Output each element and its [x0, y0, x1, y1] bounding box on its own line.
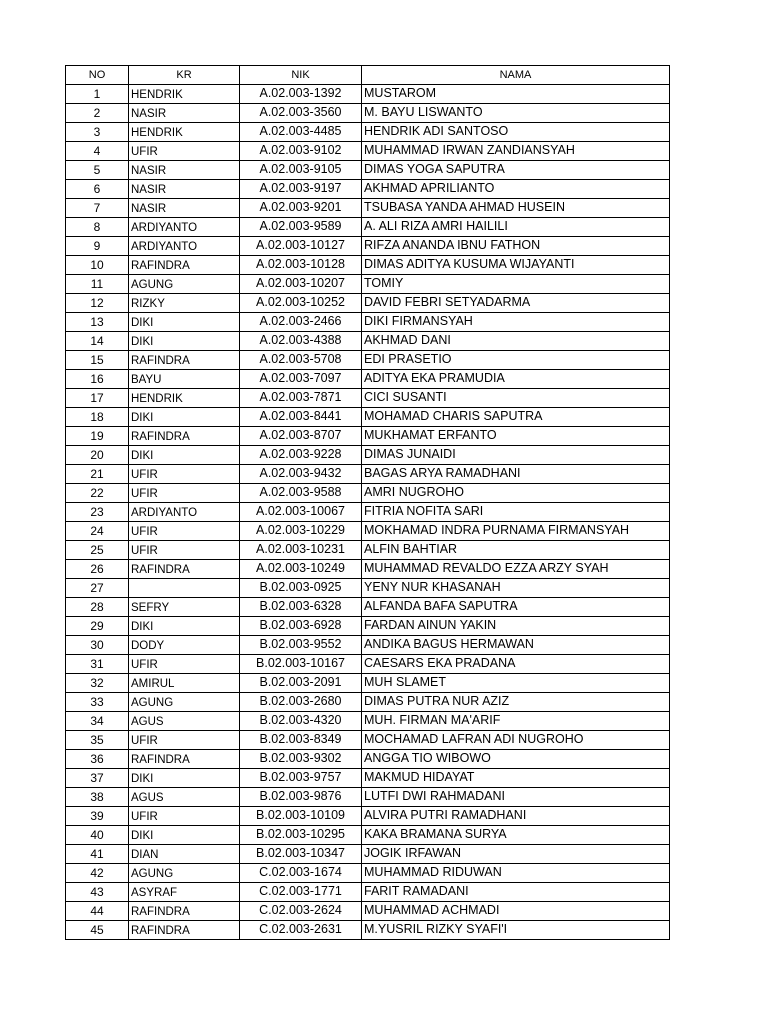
nik-cell: A.02.003-3560 [240, 104, 362, 123]
table-row [66, 883, 670, 902]
no-cell: 4 [66, 142, 129, 161]
table-row [66, 199, 670, 218]
table-row [66, 731, 670, 750]
nik-cell: A.02.003-10207 [240, 275, 362, 294]
nama-cell: AKHMAD APRILIANTO [362, 180, 670, 199]
no-cell: 34 [66, 712, 129, 731]
kr-cell: HENDRIK [129, 389, 240, 408]
table-header-row [66, 66, 670, 85]
table-row [66, 769, 670, 788]
no-cell: 25 [66, 541, 129, 560]
table-body [66, 85, 670, 940]
nama-cell: ALFIN BAHTIAR [362, 541, 670, 560]
nama-cell: MUSTAROM [362, 85, 670, 104]
no-cell: 42 [66, 864, 129, 883]
no-cell: 29 [66, 617, 129, 636]
no-cell: 15 [66, 351, 129, 370]
kr-cell: UFIR [129, 522, 240, 541]
nik-cell: A.02.003-10231 [240, 541, 362, 560]
header-nik: NIK [240, 66, 362, 85]
kr-cell: RIZKY [129, 294, 240, 313]
nik-cell: A.02.003-9197 [240, 180, 362, 199]
kr-cell: UFIR [129, 807, 240, 826]
no-cell: 22 [66, 484, 129, 503]
nama-cell: TOMIY [362, 275, 670, 294]
table-row [66, 294, 670, 313]
nik-cell: B.02.003-6328 [240, 598, 362, 617]
nama-cell: DIMAS JUNAIDI [362, 446, 670, 465]
nama-cell: EDI PRASETIO [362, 351, 670, 370]
no-cell: 14 [66, 332, 129, 351]
kr-cell: ASYRAF [129, 883, 240, 902]
employee-sheet [65, 65, 669, 940]
nik-cell: A.02.003-10249 [240, 560, 362, 579]
kr-cell: UFIR [129, 465, 240, 484]
nama-cell: FARIT RAMADANI [362, 883, 670, 902]
kr-cell [129, 579, 240, 598]
kr-cell: RAFINDRA [129, 902, 240, 921]
table-row [66, 579, 670, 598]
table-row [66, 275, 670, 294]
kr-cell: DODY [129, 636, 240, 655]
no-cell: 6 [66, 180, 129, 199]
no-cell: 21 [66, 465, 129, 484]
employee-table [65, 65, 670, 940]
nama-cell: M. BAYU LISWANTO [362, 104, 670, 123]
nama-cell: ALVIRA PUTRI RAMADHANI [362, 807, 670, 826]
table-row [66, 598, 670, 617]
table-row [66, 636, 670, 655]
nama-cell: DAVID FEBRI SETYADARMA [362, 294, 670, 313]
nama-cell: CAESARS EKA PRADANA [362, 655, 670, 674]
no-cell: 8 [66, 218, 129, 237]
kr-cell: RAFINDRA [129, 921, 240, 940]
kr-cell: NASIR [129, 199, 240, 218]
nik-cell: B.02.003-10109 [240, 807, 362, 826]
table-row [66, 237, 670, 256]
table-row [66, 256, 670, 275]
nik-cell: A.02.003-9102 [240, 142, 362, 161]
no-cell: 11 [66, 275, 129, 294]
no-cell: 44 [66, 902, 129, 921]
kr-cell: RAFINDRA [129, 750, 240, 769]
nik-cell: A.02.003-8441 [240, 408, 362, 427]
kr-cell: AGUNG [129, 864, 240, 883]
nik-cell: B.02.003-9876 [240, 788, 362, 807]
nama-cell: DIMAS PUTRA NUR AZIZ [362, 693, 670, 712]
nik-cell: B.02.003-10347 [240, 845, 362, 864]
nama-cell: MOKHAMAD INDRA PURNAMA FIRMANSYAH [362, 522, 670, 541]
no-cell: 43 [66, 883, 129, 902]
no-cell: 1 [66, 85, 129, 104]
kr-cell: DIKI [129, 826, 240, 845]
table-row [66, 560, 670, 579]
kr-cell: UFIR [129, 541, 240, 560]
no-cell: 3 [66, 123, 129, 142]
nama-cell: ANGGA TIO WIBOWO [362, 750, 670, 769]
kr-cell: AMIRUL [129, 674, 240, 693]
kr-cell: BAYU [129, 370, 240, 389]
nik-cell: A.02.003-4388 [240, 332, 362, 351]
no-cell: 7 [66, 199, 129, 218]
nik-cell: B.02.003-9757 [240, 769, 362, 788]
table-row [66, 465, 670, 484]
nama-cell: HENDRIK ADI SANTOSO [362, 123, 670, 142]
nik-cell: A.02.003-9201 [240, 199, 362, 218]
nik-cell: B.02.003-10167 [240, 655, 362, 674]
nik-cell: A.02.003-4485 [240, 123, 362, 142]
no-cell: 30 [66, 636, 129, 655]
kr-cell: NASIR [129, 180, 240, 199]
table-row [66, 142, 670, 161]
table-row [66, 655, 670, 674]
nama-cell: RIFZA ANANDA IBNU FATHON [362, 237, 670, 256]
kr-cell: UFIR [129, 142, 240, 161]
no-cell: 13 [66, 313, 129, 332]
nik-cell: A.02.003-2466 [240, 313, 362, 332]
nik-cell: A.02.003-10128 [240, 256, 362, 275]
table-row [66, 161, 670, 180]
table-row [66, 826, 670, 845]
kr-cell: RAFINDRA [129, 351, 240, 370]
nama-cell: MUKHAMAT ERFANTO [362, 427, 670, 446]
kr-cell: SEFRY [129, 598, 240, 617]
kr-cell: DIKI [129, 313, 240, 332]
no-cell: 27 [66, 579, 129, 598]
table-row [66, 864, 670, 883]
table-row [66, 85, 670, 104]
table-row [66, 389, 670, 408]
no-cell: 40 [66, 826, 129, 845]
no-cell: 38 [66, 788, 129, 807]
table-row [66, 902, 670, 921]
nik-cell: B.02.003-2091 [240, 674, 362, 693]
no-cell: 9 [66, 237, 129, 256]
nik-cell: B.02.003-8349 [240, 731, 362, 750]
nama-cell: MUH. FIRMAN MA'ARIF [362, 712, 670, 731]
kr-cell: HENDRIK [129, 85, 240, 104]
table-row [66, 788, 670, 807]
kr-cell: AGUS [129, 788, 240, 807]
table-row [66, 408, 670, 427]
table-row [66, 313, 670, 332]
nik-cell: B.02.003-9302 [240, 750, 362, 769]
nama-cell: MUHAMMAD IRWAN ZANDIANSYAH [362, 142, 670, 161]
kr-cell: UFIR [129, 655, 240, 674]
table-row [66, 522, 670, 541]
table-row [66, 332, 670, 351]
kr-cell: ARDIYANTO [129, 218, 240, 237]
table-row [66, 845, 670, 864]
nik-cell: B.02.003-10295 [240, 826, 362, 845]
nik-cell: A.02.003-5708 [240, 351, 362, 370]
nama-cell: KAKA BRAMANA SURYA [362, 826, 670, 845]
kr-cell: DIKI [129, 617, 240, 636]
nik-cell: A.02.003-10127 [240, 237, 362, 256]
no-cell: 24 [66, 522, 129, 541]
no-cell: 16 [66, 370, 129, 389]
nama-cell: LUTFI DWI RAHMADANI [362, 788, 670, 807]
no-cell: 18 [66, 408, 129, 427]
no-cell: 20 [66, 446, 129, 465]
kr-cell: DIKI [129, 446, 240, 465]
nama-cell: DIMAS YOGA SAPUTRA [362, 161, 670, 180]
table-row [66, 104, 670, 123]
no-cell: 10 [66, 256, 129, 275]
nama-cell: MOHAMAD CHARIS SAPUTRA [362, 408, 670, 427]
nama-cell: TSUBASA YANDA AHMAD HUSEIN [362, 199, 670, 218]
no-cell: 28 [66, 598, 129, 617]
table-row [66, 370, 670, 389]
nama-cell: JOGIK IRFAWAN [362, 845, 670, 864]
no-cell: 5 [66, 161, 129, 180]
nik-cell: A.02.003-10229 [240, 522, 362, 541]
nik-cell: B.02.003-0925 [240, 579, 362, 598]
no-cell: 45 [66, 921, 129, 940]
no-cell: 19 [66, 427, 129, 446]
nik-cell: A.02.003-9588 [240, 484, 362, 503]
nama-cell: BAGAS ARYA RAMADHANI [362, 465, 670, 484]
header-kr: KR [129, 66, 240, 85]
table-row [66, 693, 670, 712]
no-cell: 36 [66, 750, 129, 769]
kr-cell: RAFINDRA [129, 256, 240, 275]
kr-cell: HENDRIK [129, 123, 240, 142]
nik-cell: A.02.003-9105 [240, 161, 362, 180]
kr-cell: RAFINDRA [129, 427, 240, 446]
nama-cell: M.YUSRIL RIZKY SYAFI'I [362, 921, 670, 940]
no-cell: 2 [66, 104, 129, 123]
nama-cell: DIKI FIRMANSYAH [362, 313, 670, 332]
kr-cell: ARDIYANTO [129, 503, 240, 522]
nama-cell: DIMAS ADITYA KUSUMA WIJAYANTI [362, 256, 670, 275]
nama-cell: MOCHAMAD LAFRAN ADI NUGROHO [362, 731, 670, 750]
no-cell: 17 [66, 389, 129, 408]
kr-cell: RAFINDRA [129, 560, 240, 579]
nik-cell: A.02.003-8707 [240, 427, 362, 446]
kr-cell: DIKI [129, 408, 240, 427]
table-row [66, 541, 670, 560]
no-cell: 12 [66, 294, 129, 313]
nik-cell: A.02.003-7097 [240, 370, 362, 389]
table-row [66, 617, 670, 636]
nik-cell: A.02.003-9432 [240, 465, 362, 484]
nik-cell: C.02.003-1771 [240, 883, 362, 902]
no-cell: 23 [66, 503, 129, 522]
kr-cell: AGUNG [129, 693, 240, 712]
table-row [66, 180, 670, 199]
header-no: NO [66, 66, 129, 85]
no-cell: 37 [66, 769, 129, 788]
table-row [66, 712, 670, 731]
nama-cell: ANDIKA BAGUS HERMAWAN [362, 636, 670, 655]
nik-cell: B.02.003-6928 [240, 617, 362, 636]
table-row [66, 503, 670, 522]
nama-cell: YENY NUR KHASANAH [362, 579, 670, 598]
no-cell: 35 [66, 731, 129, 750]
no-cell: 32 [66, 674, 129, 693]
nama-cell: CICI SUSANTI [362, 389, 670, 408]
nama-cell: MAKMUD HIDAYAT [362, 769, 670, 788]
kr-cell: AGUS [129, 712, 240, 731]
kr-cell: DIAN [129, 845, 240, 864]
no-cell: 33 [66, 693, 129, 712]
nama-cell: FITRIA NOFITA SARI [362, 503, 670, 522]
no-cell: 31 [66, 655, 129, 674]
nik-cell: B.02.003-2680 [240, 693, 362, 712]
kr-cell: UFIR [129, 731, 240, 750]
nik-cell: B.02.003-9552 [240, 636, 362, 655]
kr-cell: UFIR [129, 484, 240, 503]
no-cell: 41 [66, 845, 129, 864]
nama-cell: ADITYA EKA PRAMUDIA [362, 370, 670, 389]
nik-cell: A.02.003-9228 [240, 446, 362, 465]
nik-cell: A.02.003-7871 [240, 389, 362, 408]
table-row [66, 484, 670, 503]
nama-cell: A. ALI RIZA AMRI HAILILI [362, 218, 670, 237]
nama-cell: MUHAMMAD RIDUWAN [362, 864, 670, 883]
nik-cell: A.02.003-1392 [240, 85, 362, 104]
kr-cell: NASIR [129, 104, 240, 123]
kr-cell: NASIR [129, 161, 240, 180]
nama-cell: ALFANDA BAFA SAPUTRA [362, 598, 670, 617]
kr-cell: DIKI [129, 769, 240, 788]
nama-cell: MUH SLAMET [362, 674, 670, 693]
nama-cell: MUHAMMAD REVALDO EZZA ARZY SYAH [362, 560, 670, 579]
kr-cell: DIKI [129, 332, 240, 351]
table-row [66, 123, 670, 142]
nama-cell: AKHMAD DANI [362, 332, 670, 351]
table-row [66, 427, 670, 446]
table-row [66, 446, 670, 465]
kr-cell: ARDIYANTO [129, 237, 240, 256]
header-nama: NAMA [362, 66, 670, 85]
table-row [66, 921, 670, 940]
kr-cell: AGUNG [129, 275, 240, 294]
nik-cell: C.02.003-1674 [240, 864, 362, 883]
table-row [66, 750, 670, 769]
nama-cell: MUHAMMAD ACHMADI [362, 902, 670, 921]
nik-cell: C.02.003-2631 [240, 921, 362, 940]
table-row [66, 351, 670, 370]
nik-cell: A.02.003-9589 [240, 218, 362, 237]
nik-cell: B.02.003-4320 [240, 712, 362, 731]
nama-cell: FARDAN AINUN YAKIN [362, 617, 670, 636]
table-row [66, 218, 670, 237]
nik-cell: A.02.003-10067 [240, 503, 362, 522]
nik-cell: C.02.003-2624 [240, 902, 362, 921]
nama-cell: AMRI NUGROHO [362, 484, 670, 503]
table-row [66, 807, 670, 826]
no-cell: 26 [66, 560, 129, 579]
nik-cell: A.02.003-10252 [240, 294, 362, 313]
no-cell: 39 [66, 807, 129, 826]
table-row [66, 674, 670, 693]
